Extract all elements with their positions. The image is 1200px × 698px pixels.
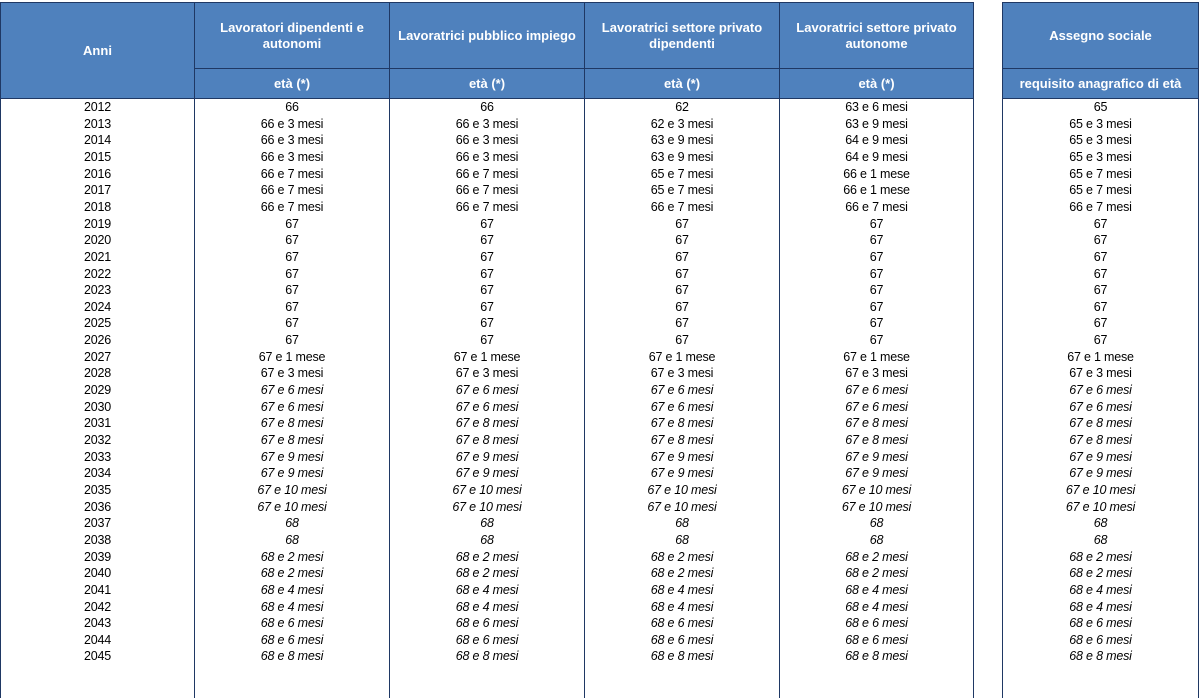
cell-col-5: 68 e 8 mesi (1069, 649, 1132, 664)
cell-col-3: 67 (675, 216, 689, 231)
header-col-1-label: Lavoratori dipendenti e autonomi (220, 19, 364, 51)
cell-col-3: 67 e 8 mesi (650, 416, 714, 431)
cell-col-4: 67 e 9 mesi (845, 449, 908, 464)
cell-col-5: 68 e 6 mesi (1069, 616, 1132, 631)
header-col-5-label: Assegno sociale (1049, 27, 1152, 43)
cell-col-2: 67 (480, 316, 494, 331)
cell-col-5: 67 (1093, 299, 1108, 314)
cell-col-4: 67 (869, 299, 884, 314)
cell-col-3: 68 e 6 mesi (650, 616, 714, 631)
cell-col-1: 67 e 8 mesi (260, 433, 324, 447)
cell-col-5: 68 e 2 mesi (1069, 549, 1132, 564)
cell-col-1: 68 e 2 mesi (260, 549, 324, 564)
cell-col-1: 66 e 7 mesi (260, 183, 324, 198)
cell-col-1: 67 e 6 mesi (260, 399, 324, 414)
cell-col-3: 67 e 1 mese (648, 349, 716, 364)
cell-col-1: 68 (285, 516, 299, 531)
cell-col-2: 66 e 3 mesi (455, 149, 519, 164)
cell-year: 2030 (83, 399, 111, 414)
cell-col-2: 68 (480, 516, 494, 531)
cell-col-3: 68 e 8 mesi (650, 649, 714, 664)
cell-col-4: 68 e 4 mesi (845, 599, 908, 614)
cell-col-5: 65 (1093, 100, 1108, 114)
cell-col-5: 67 e 10 mesi (1065, 482, 1136, 497)
cell-col-1: 68 e 8 mesi (260, 649, 324, 664)
cell-col-3: 67 (675, 316, 689, 331)
cell-year: 2013 (83, 116, 111, 131)
cell-col-3: 68 e 6 mesi (650, 632, 714, 647)
subheader-col-3 (584, 68, 780, 99)
cell-col-1: 67 (285, 216, 299, 231)
cell-col-5: 65 e 7 mesi (1069, 166, 1132, 181)
cell-col-1: 67 e 10 mesi (257, 482, 327, 497)
cell-col-2: 67 (480, 233, 494, 248)
cell-col-5: 65 e 3 mesi (1069, 116, 1132, 131)
cell-col-2: 66 e 7 mesi (455, 183, 519, 198)
cell-col-3: 63 e 9 mesi (650, 149, 714, 164)
cell-col-5: 68 e 4 mesi (1069, 582, 1132, 597)
header-col-2-label: Lavoratrici pubblico impiego (398, 27, 576, 43)
cell-col-3: 67 e 8 mesi (650, 433, 714, 447)
cell-col-3: 68 e 4 mesi (650, 582, 714, 597)
cell-col-1: 67 (285, 283, 299, 298)
cell-col-3: 65 e 7 mesi (650, 183, 714, 198)
cell-col-2: 68 e 2 mesi (455, 566, 519, 581)
cell-year: 2019 (83, 216, 111, 231)
cell-col-4: 63 e 9 mesi (845, 116, 908, 131)
cell-col-4: 67 (869, 283, 884, 298)
cell-year: 2020 (83, 233, 111, 248)
subheader-col-1-label: età (*) (273, 75, 311, 91)
cell-col-3: 67 e 9 mesi (650, 449, 714, 464)
cell-col-2: 67 e 6 mesi (455, 399, 519, 414)
cell-col-4: 67 (869, 316, 884, 331)
cell-col-2: 67 e 10 mesi (452, 482, 522, 497)
cell-col-1: 68 e 4 mesi (260, 599, 324, 614)
cell-col-3: 68 (675, 516, 689, 531)
cell-col-5: 67 e 6 mesi (1069, 399, 1132, 414)
subheader-col-2 (389, 68, 585, 99)
cell-col-3: 67 e 6 mesi (650, 399, 714, 414)
cell-col-4: 67 (869, 266, 884, 281)
cell-col-4: 67 e 1 mese (843, 349, 910, 364)
cell-col-1: 67 (285, 299, 299, 314)
cell-col-4: 68 (869, 516, 884, 531)
cell-col-4: 68 e 8 mesi (845, 649, 908, 664)
cell-col-4: 67 e 8 mesi (845, 416, 908, 431)
cell-col-5: 68 e 2 mesi (1069, 566, 1132, 581)
cell-year: 2012 (83, 100, 111, 114)
subheader-col-3-label: età (*) (663, 75, 701, 91)
cell-col-1: 67 e 3 mesi (260, 366, 324, 381)
cell-col-4: 64 e 9 mesi (845, 149, 908, 164)
cell-col-5: 67 (1093, 216, 1108, 231)
cell-col-1: 66 e 7 mesi (260, 199, 324, 214)
cell-year: 2015 (83, 149, 111, 164)
cell-col-4: 67 (869, 333, 884, 348)
cell-year: 2041 (83, 582, 111, 597)
cell-col-1: 68 e 4 mesi (260, 582, 324, 597)
header-col-3 (584, 2, 780, 69)
cell-col-3: 67 e 9 mesi (650, 466, 714, 481)
cell-col-4: 67 (869, 216, 884, 231)
cell-col-5: 67 (1093, 333, 1108, 348)
cell-year: 2040 (83, 566, 111, 581)
cell-col-2: 67 (480, 299, 494, 314)
cell-col-4: 68 e 6 mesi (845, 616, 908, 631)
cell-col-4: 67 e 8 mesi (845, 433, 908, 447)
cell-col-2: 66 e 3 mesi (455, 133, 519, 148)
cell-col-1: 67 (285, 266, 299, 281)
cell-year: 2025 (83, 316, 111, 331)
cell-year: 2039 (83, 549, 111, 564)
cell-year: 2018 (83, 199, 111, 214)
header-anni-label: Anni (83, 42, 112, 58)
cell-col-3: 68 e 4 mesi (650, 599, 714, 614)
cell-year: 2017 (83, 183, 111, 198)
header-col-1 (194, 2, 390, 69)
cell-col-4: 67 (869, 249, 884, 264)
cell-col-1: 68 (285, 532, 299, 547)
cell-col-3: 67 (675, 283, 689, 298)
cell-col-2: 67 e 9 mesi (455, 449, 519, 464)
header-col-4-label: Lavoratrici settore privato autonome (796, 19, 957, 51)
cell-col-1: 67 (285, 233, 299, 248)
cell-year: 2042 (83, 599, 111, 614)
cell-col-1: 66 e 3 mesi (260, 149, 324, 164)
cell-col-3: 62 (675, 100, 689, 114)
header-col-2 (389, 2, 585, 69)
cell-col-5: 66 e 7 mesi (1069, 199, 1132, 214)
cell-year: 2036 (83, 499, 111, 514)
cell-col-3: 67 e 10 mesi (647, 482, 717, 497)
cell-col-3: 67 e 10 mesi (647, 499, 717, 514)
cell-year: 2021 (83, 249, 111, 264)
cell-col-3: 67 e 3 mesi (650, 366, 714, 381)
cell-col-5: 68 e 6 mesi (1069, 632, 1132, 647)
cell-col-2: 68 e 8 mesi (455, 649, 519, 664)
cell-col-5: 65 e 3 mesi (1069, 149, 1132, 164)
cell-year: 2027 (83, 349, 111, 364)
cell-col-3: 68 e 2 mesi (650, 549, 714, 564)
cell-col-2: 67 (480, 216, 494, 231)
cell-col-4: 67 e 10 mesi (841, 482, 912, 497)
cell-col-3: 68 e 2 mesi (650, 566, 714, 581)
cell-col-5: 67 e 9 mesi (1069, 449, 1132, 464)
cell-col-2: 68 e 6 mesi (455, 632, 519, 647)
header-anni (0, 2, 195, 99)
cell-year: 2016 (83, 166, 111, 181)
cell-col-2: 66 e 3 mesi (455, 116, 519, 131)
cell-year: 2022 (83, 266, 111, 281)
cell-year: 2037 (83, 516, 111, 531)
cell-year: 2034 (83, 466, 111, 481)
cell-col-5: 67 (1093, 266, 1108, 281)
cell-col-2: 67 e 8 mesi (455, 416, 519, 431)
cell-year: 2044 (83, 632, 111, 647)
cell-col-2: 67 e 3 mesi (455, 366, 519, 381)
cell-col-5: 67 (1093, 233, 1108, 248)
cell-col-4: 66 e 7 mesi (845, 199, 908, 214)
cell-col-5: 67 e 10 mesi (1065, 499, 1136, 514)
header-col-5 (1002, 2, 1199, 69)
cell-col-4: 68 e 4 mesi (845, 582, 908, 597)
subheader-col-4-label: età (*) (858, 75, 895, 91)
cell-col-1: 68 e 6 mesi (260, 616, 324, 631)
subheader-col-5-label: requisito anagrafico di età (1019, 75, 1182, 91)
cell-col-1: 67 e 8 mesi (260, 416, 324, 431)
cell-col-5: 67 (1093, 249, 1108, 264)
subheader-col-1 (194, 68, 390, 99)
cell-col-2: 67 (480, 333, 494, 348)
cell-col-4: 63 e 6 mesi (845, 100, 908, 114)
cell-col-4: 68 (869, 532, 884, 547)
subheader-col-4 (779, 68, 974, 99)
cell-col-2: 68 e 4 mesi (455, 582, 519, 597)
cell-year: 2035 (83, 482, 111, 497)
cell-year: 2014 (83, 133, 111, 148)
cell-col-2: 66 (480, 100, 494, 114)
cell-col-4: 67 e 9 mesi (845, 466, 908, 481)
cell-col-2: 66 e 7 mesi (455, 166, 519, 181)
cell-col-5: 67 e 1 mese (1067, 349, 1134, 364)
cell-col-5: 67 e 3 mesi (1069, 366, 1132, 381)
cell-col-2: 67 (480, 283, 494, 298)
cell-year: 2023 (83, 283, 111, 298)
subheader-col-5 (1002, 68, 1199, 99)
cell-col-1: 66 e 3 mesi (260, 116, 324, 131)
cell-col-4: 68 e 2 mesi (845, 549, 908, 564)
cell-col-1: 67 e 10 mesi (257, 499, 327, 514)
cell-col-4: 67 e 6 mesi (845, 383, 908, 398)
cell-col-1: 67 e 1 mese (258, 349, 326, 364)
cell-year: 2029 (83, 383, 111, 398)
cell-col-5: 68 (1093, 532, 1108, 547)
cell-col-1: 66 e 3 mesi (260, 133, 324, 148)
cell-col-4: 68 e 2 mesi (845, 566, 908, 581)
cell-col-3: 66 e 7 mesi (650, 199, 714, 214)
cell-col-2: 67 (480, 266, 494, 281)
cell-col-5: 67 e 8 mesi (1069, 433, 1132, 447)
cell-col-5: 67 (1093, 283, 1108, 298)
cell-col-3: 67 (675, 333, 689, 348)
cell-col-4: 64 e 9 mesi (845, 133, 908, 148)
cell-col-5: 67 (1093, 316, 1108, 331)
cell-year: 2031 (83, 416, 111, 431)
cell-col-2: 68 e 2 mesi (455, 549, 519, 564)
cell-col-2: 67 (480, 249, 494, 264)
cell-col-2: 67 e 8 mesi (455, 433, 519, 447)
cell-col-1: 67 (285, 316, 299, 331)
cell-col-4: 68 e 6 mesi (845, 632, 908, 647)
cell-col-2: 67 e 1 mese (453, 349, 521, 364)
cell-year: 2033 (83, 449, 111, 464)
cell-col-4: 67 (869, 233, 884, 248)
cell-col-5: 67 e 6 mesi (1069, 383, 1132, 398)
cell-col-5: 68 e 4 mesi (1069, 599, 1132, 614)
cell-col-2: 68 (480, 532, 494, 547)
cell-year: 2032 (83, 433, 111, 447)
cell-col-3: 65 e 7 mesi (650, 166, 714, 181)
cell-year: 2024 (83, 299, 111, 314)
cell-col-2: 67 e 6 mesi (455, 383, 519, 398)
cell-col-1: 68 e 2 mesi (260, 566, 324, 581)
cell-col-3: 63 e 9 mesi (650, 133, 714, 148)
cell-col-5: 68 (1093, 516, 1108, 531)
cell-year: 2028 (83, 366, 111, 381)
cell-col-3: 67 (675, 266, 689, 281)
cell-col-1: 67 (285, 249, 299, 264)
cell-col-4: 67 e 3 mesi (845, 366, 908, 381)
cell-col-5: 67 e 8 mesi (1069, 416, 1132, 431)
header-col-4 (779, 2, 974, 69)
cell-col-1: 66 e 7 mesi (260, 166, 324, 181)
cell-col-5: 65 e 3 mesi (1069, 133, 1132, 148)
cell-col-1: 66 (285, 100, 299, 114)
cell-col-1: 67 e 9 mesi (260, 466, 324, 481)
cell-col-5: 67 e 9 mesi (1069, 466, 1132, 481)
cell-year: 2038 (83, 532, 111, 547)
cell-col-1: 67 e 6 mesi (260, 383, 324, 398)
cell-col-1: 67 (285, 333, 299, 348)
cell-year: 2045 (83, 649, 111, 664)
cell-col-1: 68 e 6 mesi (260, 632, 324, 647)
subheader-col-2-label: età (*) (468, 75, 506, 91)
cell-col-2: 68 e 6 mesi (455, 616, 519, 631)
cell-year: 2043 (83, 616, 111, 631)
cell-col-3: 67 (675, 249, 689, 264)
cell-col-1: 67 e 9 mesi (260, 449, 324, 464)
cell-col-3: 62 e 3 mesi (650, 116, 714, 131)
cell-col-3: 67 (675, 233, 689, 248)
cell-col-2: 66 e 7 mesi (455, 199, 519, 214)
cell-year: 2026 (83, 333, 111, 348)
cell-col-4: 67 e 6 mesi (845, 399, 908, 414)
cell-col-2: 67 e 10 mesi (452, 499, 522, 514)
cell-col-5: 65 e 7 mesi (1069, 183, 1132, 198)
cell-col-3: 67 e 6 mesi (650, 383, 714, 398)
cell-col-3: 67 (675, 299, 689, 314)
cell-col-2: 68 e 4 mesi (455, 599, 519, 614)
cell-col-4: 66 e 1 mese (843, 183, 910, 198)
cell-col-4: 67 e 10 mesi (841, 499, 912, 514)
cell-col-3: 68 (675, 532, 689, 547)
cell-col-4: 66 e 1 mese (843, 166, 910, 181)
cell-col-2: 67 e 9 mesi (455, 466, 519, 481)
header-col-3-label: Lavoratrici settore privato dipendenti (601, 19, 763, 51)
